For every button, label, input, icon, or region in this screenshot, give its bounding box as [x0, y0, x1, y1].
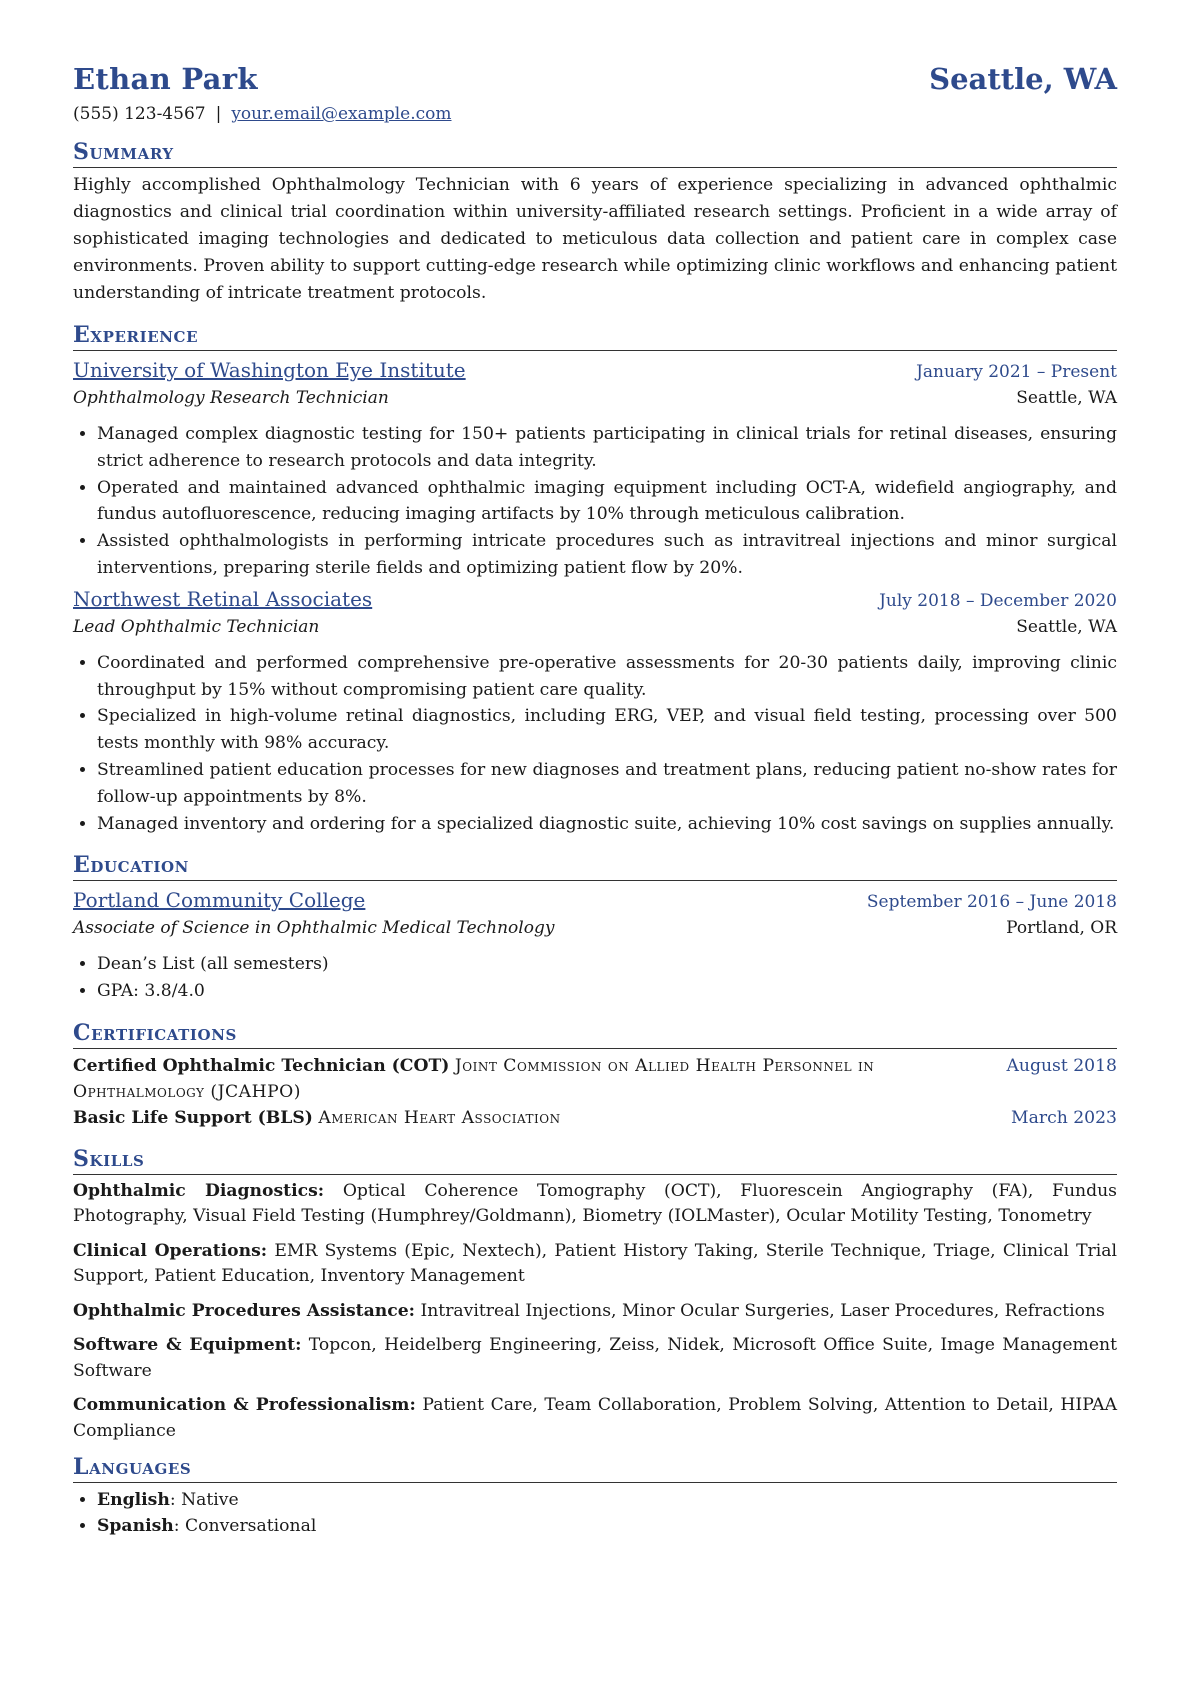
job-bullets — [73, 650, 1117, 838]
job-bullets — [73, 421, 1117, 582]
job-dates: July 2018 – December 2020 — [879, 590, 1117, 611]
skill-label: Ophthalmic Diagnostics: — [73, 1180, 325, 1201]
certification-issuer: American Heart Association — [318, 1107, 561, 1128]
job-location: Seattle, WA — [1016, 616, 1117, 637]
skill-label: Ophthalmic Procedures Assistance: — [73, 1300, 415, 1321]
employer-link[interactable]: University of Washington Eye Institute — [73, 358, 466, 382]
summary-heading: Summary — [73, 138, 1117, 168]
bullet-item: • Specialized in high-volume retinal diagnostics, including ERG, VEP, and visual field testing, processing over 500 tests monthly with 98% accuracy. — [97, 703, 1117, 757]
skill-label: Clinical Operations: — [73, 1240, 268, 1261]
certification-issuer: Joint Commission on Allied Health Personnel in Ophthalmology (JCAHPO) — [73, 1055, 875, 1102]
skill-group — [73, 1239, 1117, 1290]
skill-group — [73, 1333, 1117, 1384]
certification-name: Certified Ophthalmic Technician (COT) — [73, 1055, 450, 1076]
bullet-item: • Managed inventory and ordering for a specialized diagnostic suite, achieving 10% cost savings on supplies annually. — [97, 811, 1117, 838]
certification-item — [73, 1105, 1117, 1131]
skill-values: EMR Systems (Epic, Nextech), Patient History Taking, Sterile Technique, Triage, Clinical Trial Support, Patient Education, Inventory Management — [73, 1240, 1117, 1287]
certification-item — [73, 1053, 1117, 1105]
bullet-item: • Streamlined patient education processes for new diagnoses and treatment plans, reducing patient no-show rates for follow-up appointments by 8%. — [97, 757, 1117, 811]
education-bullets — [73, 951, 1117, 1005]
contact-separator: | — [215, 104, 222, 124]
candidate-location: Seattle, WA — [929, 62, 1117, 96]
summary-text: Highly accomplished Ophthalmology Technician with 6 years of experience specializing in advanced ophthalmic diagnostics and clinical trial coordination within university-affiliated research settings. Proficient in a wide array of sophisticated imaging technologies and dedicated to meticulous data collection and patient care in complex case environments. Proven ability to support cutting-edge research while optimizing clinic workflows and enhancing patient understanding of intricate treatment protocols. — [73, 175, 1117, 303]
candidate-name: Ethan Park — [73, 62, 258, 96]
skills-heading: Skills — [73, 1145, 1117, 1175]
certification-date: March 2023 — [1011, 1107, 1117, 1128]
school-link[interactable]: Portland Community College — [73, 888, 366, 913]
bullet-item: • Managed complex diagnostic testing for 150+ patients participating in clinical trials for retinal diseases, ensuring strict adherence to research protocols and data integrity. — [97, 421, 1117, 475]
languages-list — [73, 1487, 1117, 1539]
job-title: Ophthalmology Research Technician — [73, 388, 389, 408]
education-dates: September 2016 – June 2018 — [866, 892, 1117, 913]
certifications-heading: Certifications — [73, 1019, 1117, 1049]
contact-line — [73, 104, 1117, 124]
language-level: : Conversational — [173, 1516, 317, 1537]
bullet-item: • Coordinated and performed comprehensive pre-operative assessments for 20-30 patients daily, improving clinic throughput by 15% without compromising patient care quality. — [97, 650, 1117, 704]
skill-group — [73, 1179, 1117, 1230]
bullet-item: • GPA: 3.8/4.0 — [97, 978, 1117, 1005]
degree: Associate of Science in Ophthalmic Medical Technology — [73, 918, 555, 939]
phone-number: (555) 123-4567 — [73, 104, 206, 124]
job-entry — [73, 355, 1117, 582]
job-dates: January 2021 – Present — [916, 362, 1117, 382]
languages-heading: Languages — [73, 1453, 1117, 1483]
skill-values: Intravitreal Injections, Minor Ocular Surgeries, Laser Procedures, Refractions — [420, 1300, 1105, 1321]
skill-values: Topcon, Heidelberg Engineering, Zeiss, Nidek, Microsoft Office Suite, Image Management Software — [73, 1335, 1118, 1381]
experience-heading: Experience — [73, 321, 1117, 351]
bullet-item: • Operated and maintained advanced ophthalmic imaging equipment including OCT-A, widefield angiography, and fundus autofluorescence, reducing imaging artifacts by 10% through meticulous calibration. — [97, 475, 1117, 529]
skill-label: Software & Equipment: — [73, 1335, 302, 1356]
education-entry — [73, 885, 1117, 1005]
skill-group — [73, 1393, 1117, 1444]
language-name: Spanish — [97, 1516, 174, 1537]
employer-link[interactable]: Northwest Retinal Associates — [73, 586, 373, 611]
language-item — [97, 1487, 1117, 1513]
job-entry — [73, 584, 1117, 838]
email-link[interactable]: your.email@example.com — [231, 104, 452, 124]
language-name: English — [97, 1490, 170, 1511]
skill-label: Communication & Professionalism: — [73, 1395, 416, 1416]
resume-header — [73, 62, 1117, 96]
certification-date: August 2018 — [1006, 1055, 1117, 1076]
bullet-item: • Assisted ophthalmologists in performing intricate procedures such as intravitreal injections and minor surgical interventions, preparing sterile fields and optimizing patient flow by 20%. — [97, 528, 1117, 582]
education-location: Portland, OR — [1006, 918, 1117, 939]
certification-name: Basic Life Support (BLS) — [73, 1107, 313, 1128]
skill-values: Optical Coherence Tomography (OCT), Fluorescein Angiography (FA), Fundus Photography, Visual Field Testing (Humphrey/Goldmann), Biometry (IOLMaster), Ocular Motility Testing, Tonometry — [73, 1180, 1117, 1227]
job-title: Lead Ophthalmic Technician — [73, 616, 320, 637]
skill-values: Patient Care, Team Collaboration, Problem Solving, Attention to Detail, HIPAA Compliance — [73, 1395, 1118, 1441]
language-level: : Native — [169, 1490, 239, 1511]
job-location: Seattle, WA — [1016, 388, 1117, 408]
skill-group — [73, 1299, 1117, 1325]
language-item — [97, 1513, 1117, 1539]
education-heading: Education — [73, 851, 1117, 881]
bullet-item: • Dean’s List (all semesters) — [97, 951, 1117, 978]
